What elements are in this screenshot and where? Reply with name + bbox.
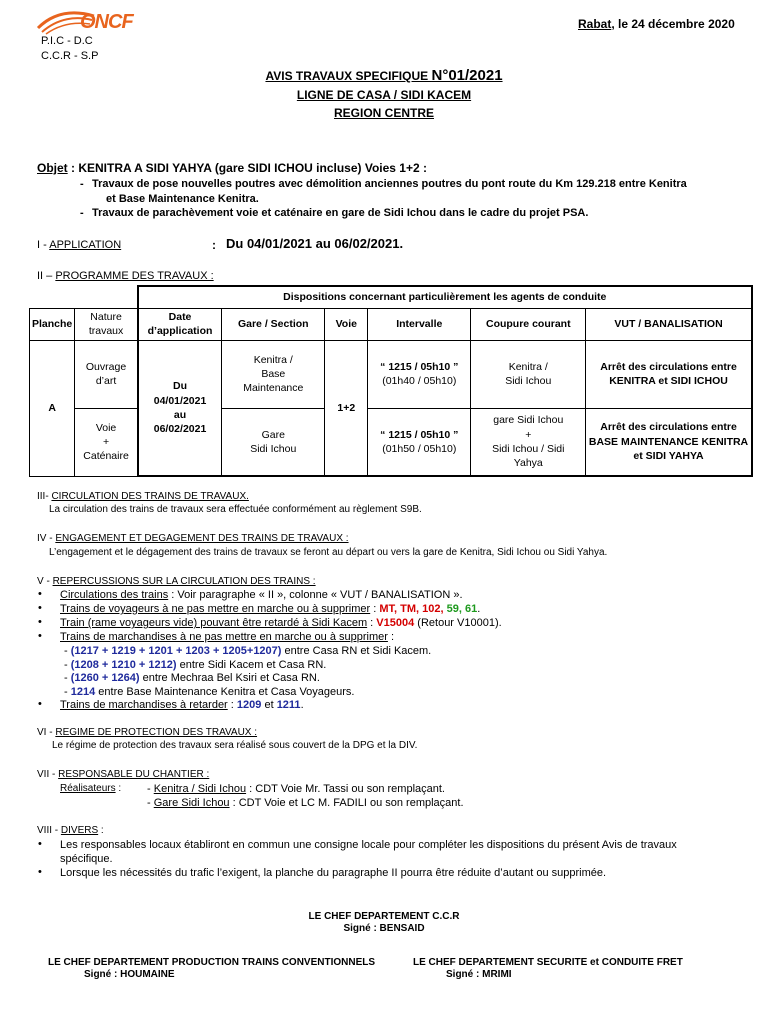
- cell-intervalle-2: “ 1215 / 05h10 ” (01h50 / 05h10): [368, 408, 471, 476]
- cell-vut-1: Arrêt des circulations entre KENITRA et SIDI ICHOU: [586, 340, 752, 408]
- bullet-icon: •: [38, 616, 42, 628]
- cell-planche: A: [30, 340, 75, 476]
- section-5-item-4: Trains de marchandises à ne pas mettre en marche ou à supprimer :: [60, 631, 395, 643]
- document-title: [0, 67, 768, 84]
- bullet-icon: •: [38, 602, 42, 614]
- responsable-1: - Kenitra / Sidi Ichou : CDT Voie Mr. Tassi ou son remplaçant.: [147, 783, 445, 795]
- cell-gare-2: Gare Sidi Ichou: [222, 408, 325, 476]
- org-line-2: C.C.R - S.P: [41, 50, 99, 62]
- application-num: I -: [37, 239, 50, 251]
- objet-dash-1: -: [80, 178, 84, 190]
- cell-coupure-2: gare Sidi Ichou + Sidi Ichou / Sidi Yahya: [471, 408, 586, 476]
- ccr-chief-title: LE CHEF DEPARTEMENT C.C.R: [308, 911, 460, 922]
- table-corner-empty-2: [75, 286, 138, 308]
- section-8-heading: VIII - DIVERS :: [37, 825, 104, 836]
- header-voie: Voie: [325, 308, 368, 340]
- date-city: Rabat: [578, 17, 612, 31]
- section-8-item-1b: spécifique.: [60, 853, 113, 865]
- oncf-logo: [36, 6, 152, 36]
- section-8-item-2: Lorsque les nécessités du trafic l’exigent, la planche du paragraphe II pourra être réduite d’autant ou supprimée.: [60, 867, 607, 879]
- header-planche: Planche: [30, 308, 75, 340]
- sub-item-2: - (1208 + 1210 + 1212) entre Sidi Kacem et Casa RN.: [64, 659, 327, 671]
- sub-item-3: - (1260 + 1264) entre Mechraa Bel Ksiri et Casa RN.: [64, 672, 320, 684]
- section-6-text: Le régime de protection des travaux sera réalisé sous couvert de la DPG et la DIV.: [52, 740, 418, 751]
- sub-item-1: - (1217 + 1219 + 1201 + 1203 + 1205+1207) entre Casa RN et Sidi Kacem.: [64, 645, 432, 657]
- cell-nature-1: Ouvrage d’art: [75, 340, 138, 408]
- realisateurs-label: Réalisateurs :: [60, 783, 122, 794]
- objet-item-1b: et Base Maintenance Kenitra.: [106, 193, 259, 205]
- programme-table: [29, 285, 753, 477]
- cell-voie: 1+2: [325, 340, 368, 476]
- objet-label: Objet: [37, 161, 68, 175]
- cell-date: Du 04/01/2021 au 06/02/2021: [138, 340, 222, 476]
- title-prefix: AVIS TRAVAUX SPECIFIQUE: [265, 69, 432, 83]
- security-chief-signed: Signé : MRIMI: [446, 969, 512, 980]
- ccr-chief-signed: Signé : BENSAID: [343, 923, 425, 934]
- objet-item-2: Travaux de parachèvement voie et caténaire en gare de Sidi Ichou dans le cadre du projet PSA.: [92, 207, 589, 219]
- header-gare: Gare / Section: [222, 308, 325, 340]
- programme-label: PROGRAMME DES TRAVAUX :: [55, 270, 214, 282]
- bullet-icon: •: [38, 698, 42, 710]
- bullet-icon: •: [38, 866, 42, 878]
- production-chief-title: LE CHEF DEPARTEMENT PRODUCTION TRAINS CONVENTIONNELS: [48, 957, 376, 968]
- logo-text: ONCF: [80, 11, 133, 33]
- section-3-text: La circulation des trains de travaux sera effectuée conformément au règlement S9B.: [49, 504, 422, 515]
- production-chief-signed: Signé : HOUMAINE: [84, 969, 175, 980]
- section-7-heading: VII - RESPONSABLE DU CHANTIER :: [37, 769, 210, 780]
- date-rest: , le 24 décembre 2020: [611, 17, 735, 31]
- header-coupure: Coupure courant: [471, 308, 586, 340]
- title-number: N°01/2021: [431, 67, 503, 84]
- section-5-heading: V - REPERCUSSIONS SUR LA CIRCULATION DES TRAINS :: [37, 576, 316, 587]
- objet-text: : KENITRA A SIDI YAHYA (gare SIDI ICHOU incluse) Voies 1+2 :: [67, 161, 427, 175]
- group-header: Dispositions concernant particulièrement les agents de conduite: [138, 286, 752, 308]
- programme-num: II –: [37, 270, 56, 282]
- section-5-item-1: Circulations des trains : Voir paragraphe « II », colonne « VUT / BANALISATION ».: [60, 589, 463, 601]
- section-8-item-1a: Les responsables locaux établiront en commun une consigne locale pour compléter les dispositions du présent Avis de travaux: [60, 839, 677, 851]
- sub-item-4: - 1214 entre Base Maintenance Kenitra et Casa Voyageurs.: [64, 686, 355, 698]
- security-chief-title: LE CHEF DEPARTEMENT SECURITE et CONDUITE FRET: [413, 957, 683, 968]
- application-sep: :: [212, 238, 216, 252]
- application-heading: [37, 239, 121, 251]
- responsable-2: - Gare Sidi Ichou : CDT Voie et LC M. FADILI ou son remplaçant.: [147, 797, 464, 809]
- title-line-1: [265, 69, 502, 83]
- cell-intervalle-1: “ 1215 / 05h10 ” (01h40 / 05h10): [368, 340, 471, 408]
- section-5-item-3: Train (rame voyageurs vide) pouvant être retardé à Sidi Kacem : V15004 (Retour V10001).: [60, 617, 502, 629]
- bullet-icon: •: [38, 630, 42, 642]
- objet-line: [37, 161, 427, 175]
- application-label: APPLICATION: [49, 239, 122, 251]
- section-6-heading: VI - REGIME DE PROTECTION DES TRAVAUX :: [37, 727, 258, 738]
- header-nature: Nature travaux: [75, 308, 138, 340]
- header-vut: VUT / BANALISATION: [586, 308, 752, 340]
- title-line-2: LIGNE DE CASA / SIDI KACEM: [296, 88, 472, 102]
- cell-nature-2: Voie + Caténaire: [75, 408, 138, 476]
- bullet-icon: •: [38, 588, 42, 600]
- org-line-1: P.I.C - D.C: [41, 35, 93, 47]
- objet-dash-2: -: [80, 207, 84, 219]
- section-5-item-2: Trains de voyageurs à ne pas mettre en marche ou à supprimer : MT, TM, 102, 59, 61.: [60, 603, 481, 615]
- programme-heading: [37, 270, 214, 282]
- bullet-icon: •: [38, 838, 42, 850]
- cell-coupure-1: Kenitra / Sidi Ichou: [471, 340, 586, 408]
- cell-gare-1: Kenitra / Base Maintenance: [222, 340, 325, 408]
- header-intervalle: Intervalle: [368, 308, 471, 340]
- section-3-heading: III- CIRCULATION DES TRAINS DE TRAVAUX.: [37, 491, 249, 502]
- cell-vut-2: Arrêt des circulations entre BASE MAINTENANCE KENITRA et SIDI YAHYA: [586, 408, 752, 476]
- header-date: Date d’application: [138, 308, 222, 340]
- section-4-heading: IV - ENGAGEMENT ET DEGAGEMENT DES TRAINS DE TRAVAUX :: [37, 533, 349, 544]
- table-corner-empty: [30, 286, 75, 308]
- title-line-3: REGION CENTRE: [333, 106, 434, 120]
- section-4-text: L’engagement et le dégagement des trains de travaux se feront au départ ou vers la gare de Kenitra, Sidi Ichou ou Sidi Yahya.: [49, 547, 608, 558]
- document-date: [578, 17, 735, 31]
- application-value: Du 04/01/2021 au 06/02/2021.: [226, 236, 404, 251]
- section-5-item-5: Trains de marchandises à retarder : 1209 et 1211.: [60, 699, 304, 711]
- objet-item-1a: Travaux de pose nouvelles poutres avec démolition anciennes poutres du pont route du Km 129.218 entre Kenitra: [92, 178, 687, 190]
